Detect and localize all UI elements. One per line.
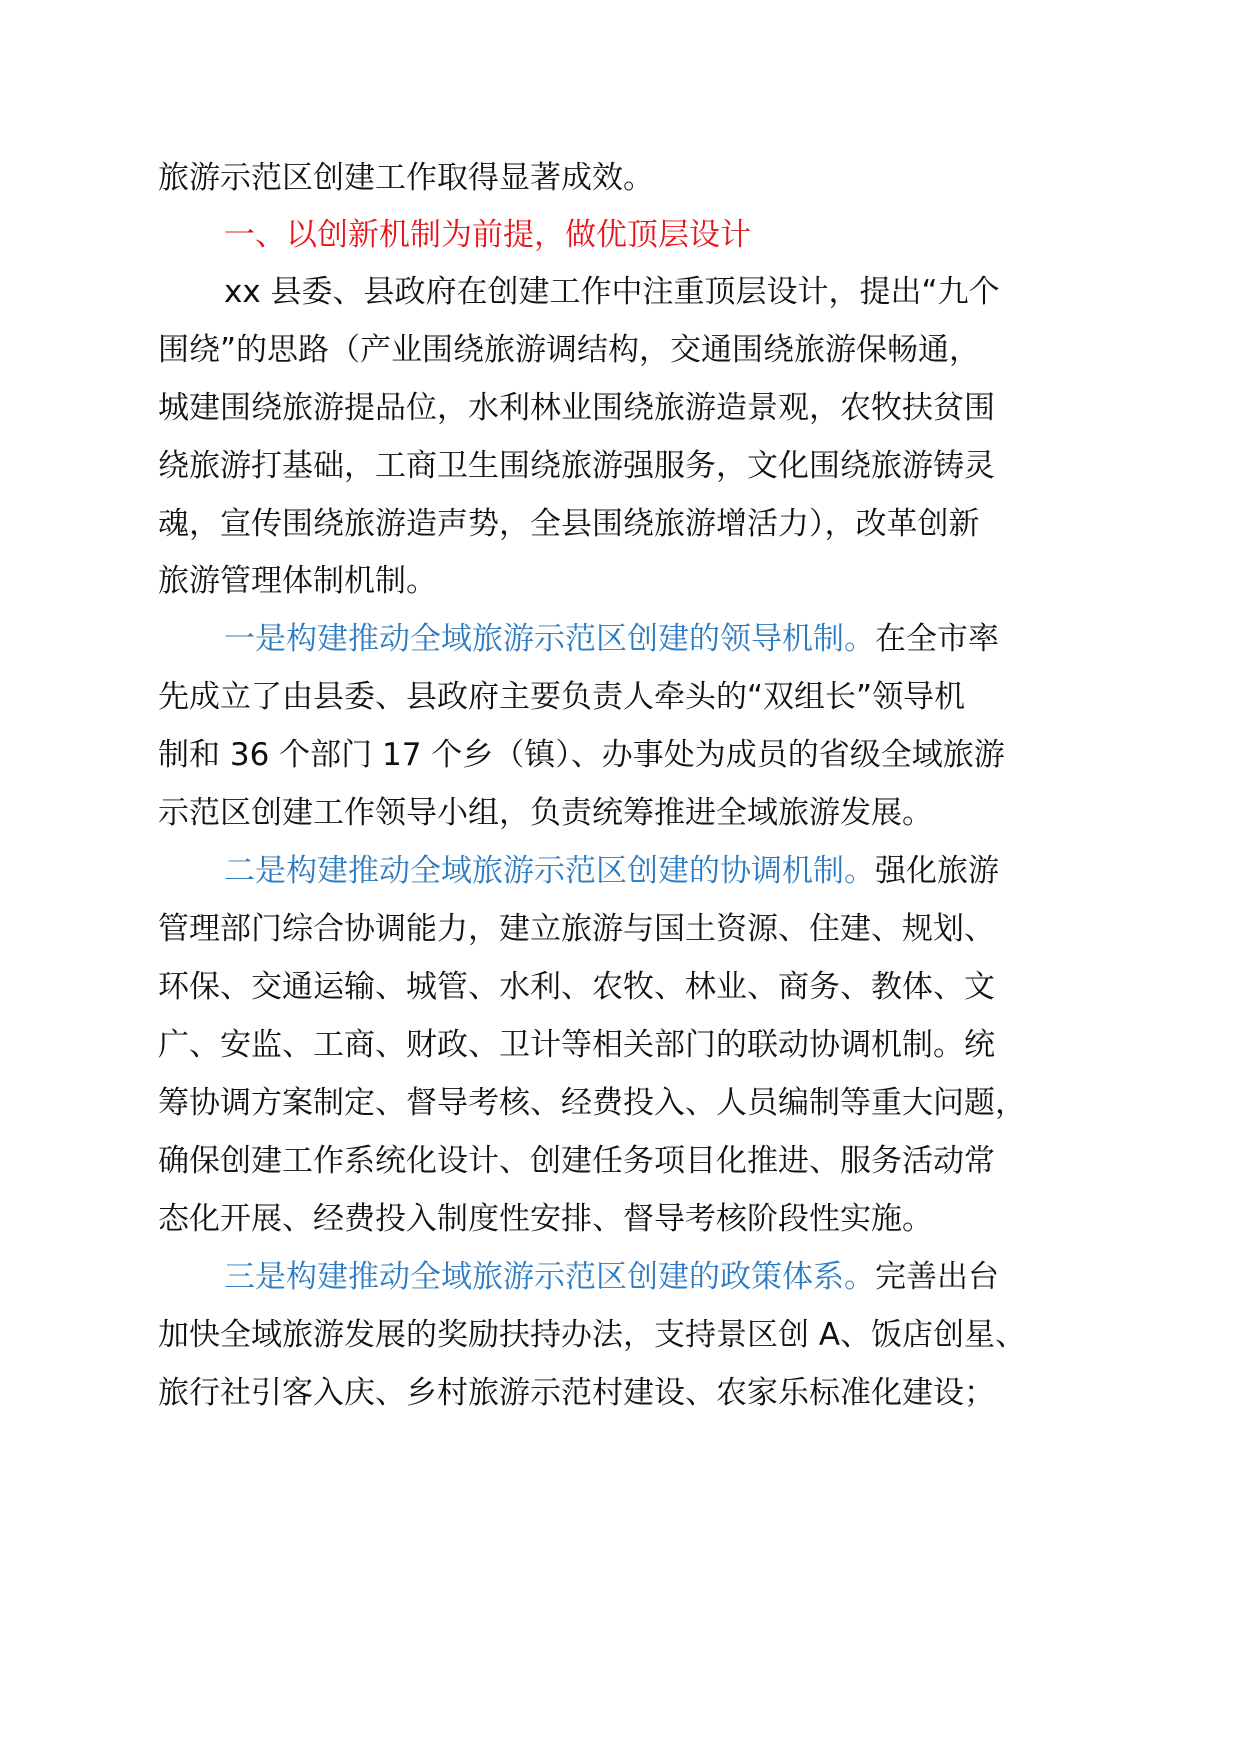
paragraph-line: 筹协调方案制定、督导考核、经费投入、人员编制等重大问题，: [158, 1085, 1026, 1121]
paragraph-line: 示范区创建工作领导小组，负责统筹推进全域旅游发展。: [158, 795, 933, 831]
paragraph-line: 环保、交通运输、城管、水利、农牧、林业、商务、教体、文: [158, 969, 995, 1005]
paragraph-line: 管理部门综合协调能力，建立旅游与国土资源、住建、规划、: [158, 911, 995, 947]
paragraph-line: 旅游示范区创建工作取得显著成效。: [158, 160, 654, 196]
paragraph-line: 围绕”的思路（产业围绕旅游调结构，交通围绕旅游保畅通，: [158, 332, 981, 368]
subheading-lead: 三是构建推动全域旅游示范区创建的政策体系。: [224, 1259, 875, 1295]
paragraph-line: [224, 851, 999, 891]
paragraph-text: 在全市率: [875, 621, 999, 657]
paragraph-line: 广、安监、工商、财政、卫计等相关部门的联动协调机制。统: [158, 1027, 995, 1063]
paragraph-line: 确保创建工作系统化设计、创建任务项目化推进、服务活动常: [158, 1143, 995, 1179]
paragraph-line: [224, 1257, 999, 1297]
section-heading: 一、以创新机制为前提，做优顶层设计: [224, 217, 751, 253]
paragraph-text: 完善出台: [875, 1259, 999, 1295]
paragraph-line: 旅行社引客入庆、乡村旅游示范村建设、农家乐标准化建设；: [158, 1375, 995, 1411]
paragraph-line: 制和 36 个部门 17 个乡（镇）、办事处为成员的省级全域旅游: [158, 737, 1005, 773]
paragraph-line: xx 县委、县政府在创建工作中注重顶层设计，提出“九个: [224, 274, 1000, 310]
subheading-lead: 二是构建推动全域旅游示范区创建的协调机制。: [224, 853, 875, 889]
paragraph-line: [224, 619, 999, 659]
subheading-lead: 一是构建推动全域旅游示范区创建的领导机制。: [224, 621, 875, 657]
paragraph-line: 先成立了由县委、县政府主要负责人牵头的“双组长”领导机: [158, 679, 966, 715]
paragraph-line: 绕旅游打基础，工商卫生围绕旅游强服务，文化围绕旅游铸灵: [158, 448, 995, 484]
paragraph-text: 强化旅游: [875, 853, 999, 889]
paragraph-line: 魂，宣传围绕旅游造声势，全县围绕旅游增活力），改革创新: [158, 506, 980, 542]
paragraph-line: 加快全域旅游发展的奖励扶持办法，支持景区创 A、饭店创星、: [158, 1317, 1027, 1353]
paragraph-line: 城建围绕旅游提品位，水利林业围绕旅游造景观，农牧扶贫围: [158, 390, 995, 426]
paragraph-line: 态化开展、经费投入制度性安排、督导考核阶段性实施。: [158, 1201, 933, 1237]
paragraph-line: 旅游管理体制机制。: [158, 563, 437, 599]
